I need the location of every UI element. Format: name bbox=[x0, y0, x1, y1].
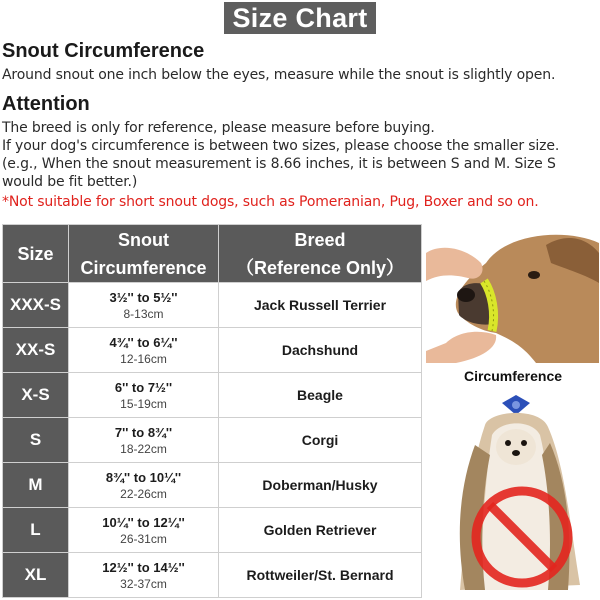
attention-line-4: would be fit better.) bbox=[2, 174, 138, 190]
attention-heading: Attention bbox=[2, 93, 90, 115]
snout-cell bbox=[69, 418, 219, 463]
breed-cell: Golden Retriever bbox=[219, 508, 422, 553]
dog-not-suitable-illustration bbox=[430, 385, 600, 600]
size-cell: XL bbox=[3, 553, 69, 598]
size-table bbox=[2, 224, 422, 598]
snout-cm: 12-16cm bbox=[120, 351, 167, 366]
breed-cell: Rottweiler/St. Bernard bbox=[219, 553, 422, 598]
title-wrap bbox=[0, 2, 600, 34]
header-snout bbox=[69, 225, 219, 283]
dog-measure-illustration bbox=[426, 223, 599, 363]
header-size: Size bbox=[3, 225, 69, 283]
breed-cell: Corgi bbox=[219, 418, 422, 463]
snout-inches: 12½'' to 14½'' bbox=[102, 559, 185, 575]
table-row bbox=[3, 373, 422, 418]
header-breed-line2: （Reference Only） bbox=[235, 257, 405, 278]
snout-cell bbox=[69, 328, 219, 373]
snout-cell bbox=[69, 283, 219, 328]
snout-inches: 8¾'' to 10¼'' bbox=[105, 469, 182, 485]
size-cell: XX-S bbox=[3, 328, 69, 373]
header-snout-line1: Snout bbox=[118, 229, 169, 250]
snout-inches: 3½'' to 5½'' bbox=[109, 289, 178, 305]
not-suitable-photo bbox=[430, 385, 600, 600]
size-cell: XXX-S bbox=[3, 283, 69, 328]
snout-cm: 32-37cm bbox=[120, 576, 167, 591]
table-row bbox=[3, 463, 422, 508]
snout-text: Around snout one inch below the eyes, measure while the snout is slightly open. bbox=[2, 67, 556, 83]
snout-inches: 4¾'' to 6¼'' bbox=[109, 334, 178, 350]
table-row bbox=[3, 283, 422, 328]
snout-inches: 6'' to 7½'' bbox=[114, 379, 173, 395]
size-cell: M bbox=[3, 463, 69, 508]
snout-cm: 18-22cm bbox=[120, 441, 167, 456]
snout-cell bbox=[69, 508, 219, 553]
attention-line-1: The breed is only for reference, please measure before buying. bbox=[2, 120, 435, 136]
snout-inches: 7'' to 8¾'' bbox=[114, 424, 173, 440]
table-row bbox=[3, 328, 422, 373]
header-breed bbox=[219, 225, 422, 283]
circumference-label: Circumference bbox=[463, 368, 563, 384]
snout-cm: 15-19cm bbox=[120, 396, 167, 411]
table-row bbox=[3, 553, 422, 598]
measure-photo bbox=[426, 223, 599, 363]
table-row bbox=[3, 418, 422, 463]
snout-heading: Snout Circumference bbox=[2, 40, 205, 62]
table-header-row bbox=[3, 225, 422, 283]
breed-cell: Beagle bbox=[219, 373, 422, 418]
breed-cell: Doberman/Husky bbox=[219, 463, 422, 508]
size-cell: S bbox=[3, 418, 69, 463]
size-cell: X-S bbox=[3, 373, 69, 418]
table-row bbox=[3, 508, 422, 553]
breed-cell: Jack Russell Terrier bbox=[219, 283, 422, 328]
attention-line-2: If your dog's circumference is between two sizes, please choose the smaller size. bbox=[2, 138, 560, 154]
attention-line-3: (e.g., When the snout measurement is 8.66 inches, it is between S and M. Size S bbox=[2, 156, 556, 172]
snout-inches: 10¼'' to 12¼'' bbox=[102, 514, 185, 530]
header-breed-line1: Breed bbox=[294, 229, 346, 250]
warning-text: *Not suitable for short snout dogs, such as Pomeranian, Pug, Boxer and so on. bbox=[2, 194, 539, 210]
snout-cell bbox=[69, 463, 219, 508]
snout-cm: 22-26cm bbox=[120, 486, 167, 501]
page-title: Size Chart bbox=[224, 2, 375, 34]
snout-cm: 8-13cm bbox=[123, 306, 164, 321]
size-cell: L bbox=[3, 508, 69, 553]
snout-cm: 26-31cm bbox=[120, 531, 167, 546]
snout-cell bbox=[69, 373, 219, 418]
snout-cell bbox=[69, 553, 219, 598]
header-snout-line2: Circumference bbox=[80, 257, 207, 278]
breed-cell: Dachshund bbox=[219, 328, 422, 373]
